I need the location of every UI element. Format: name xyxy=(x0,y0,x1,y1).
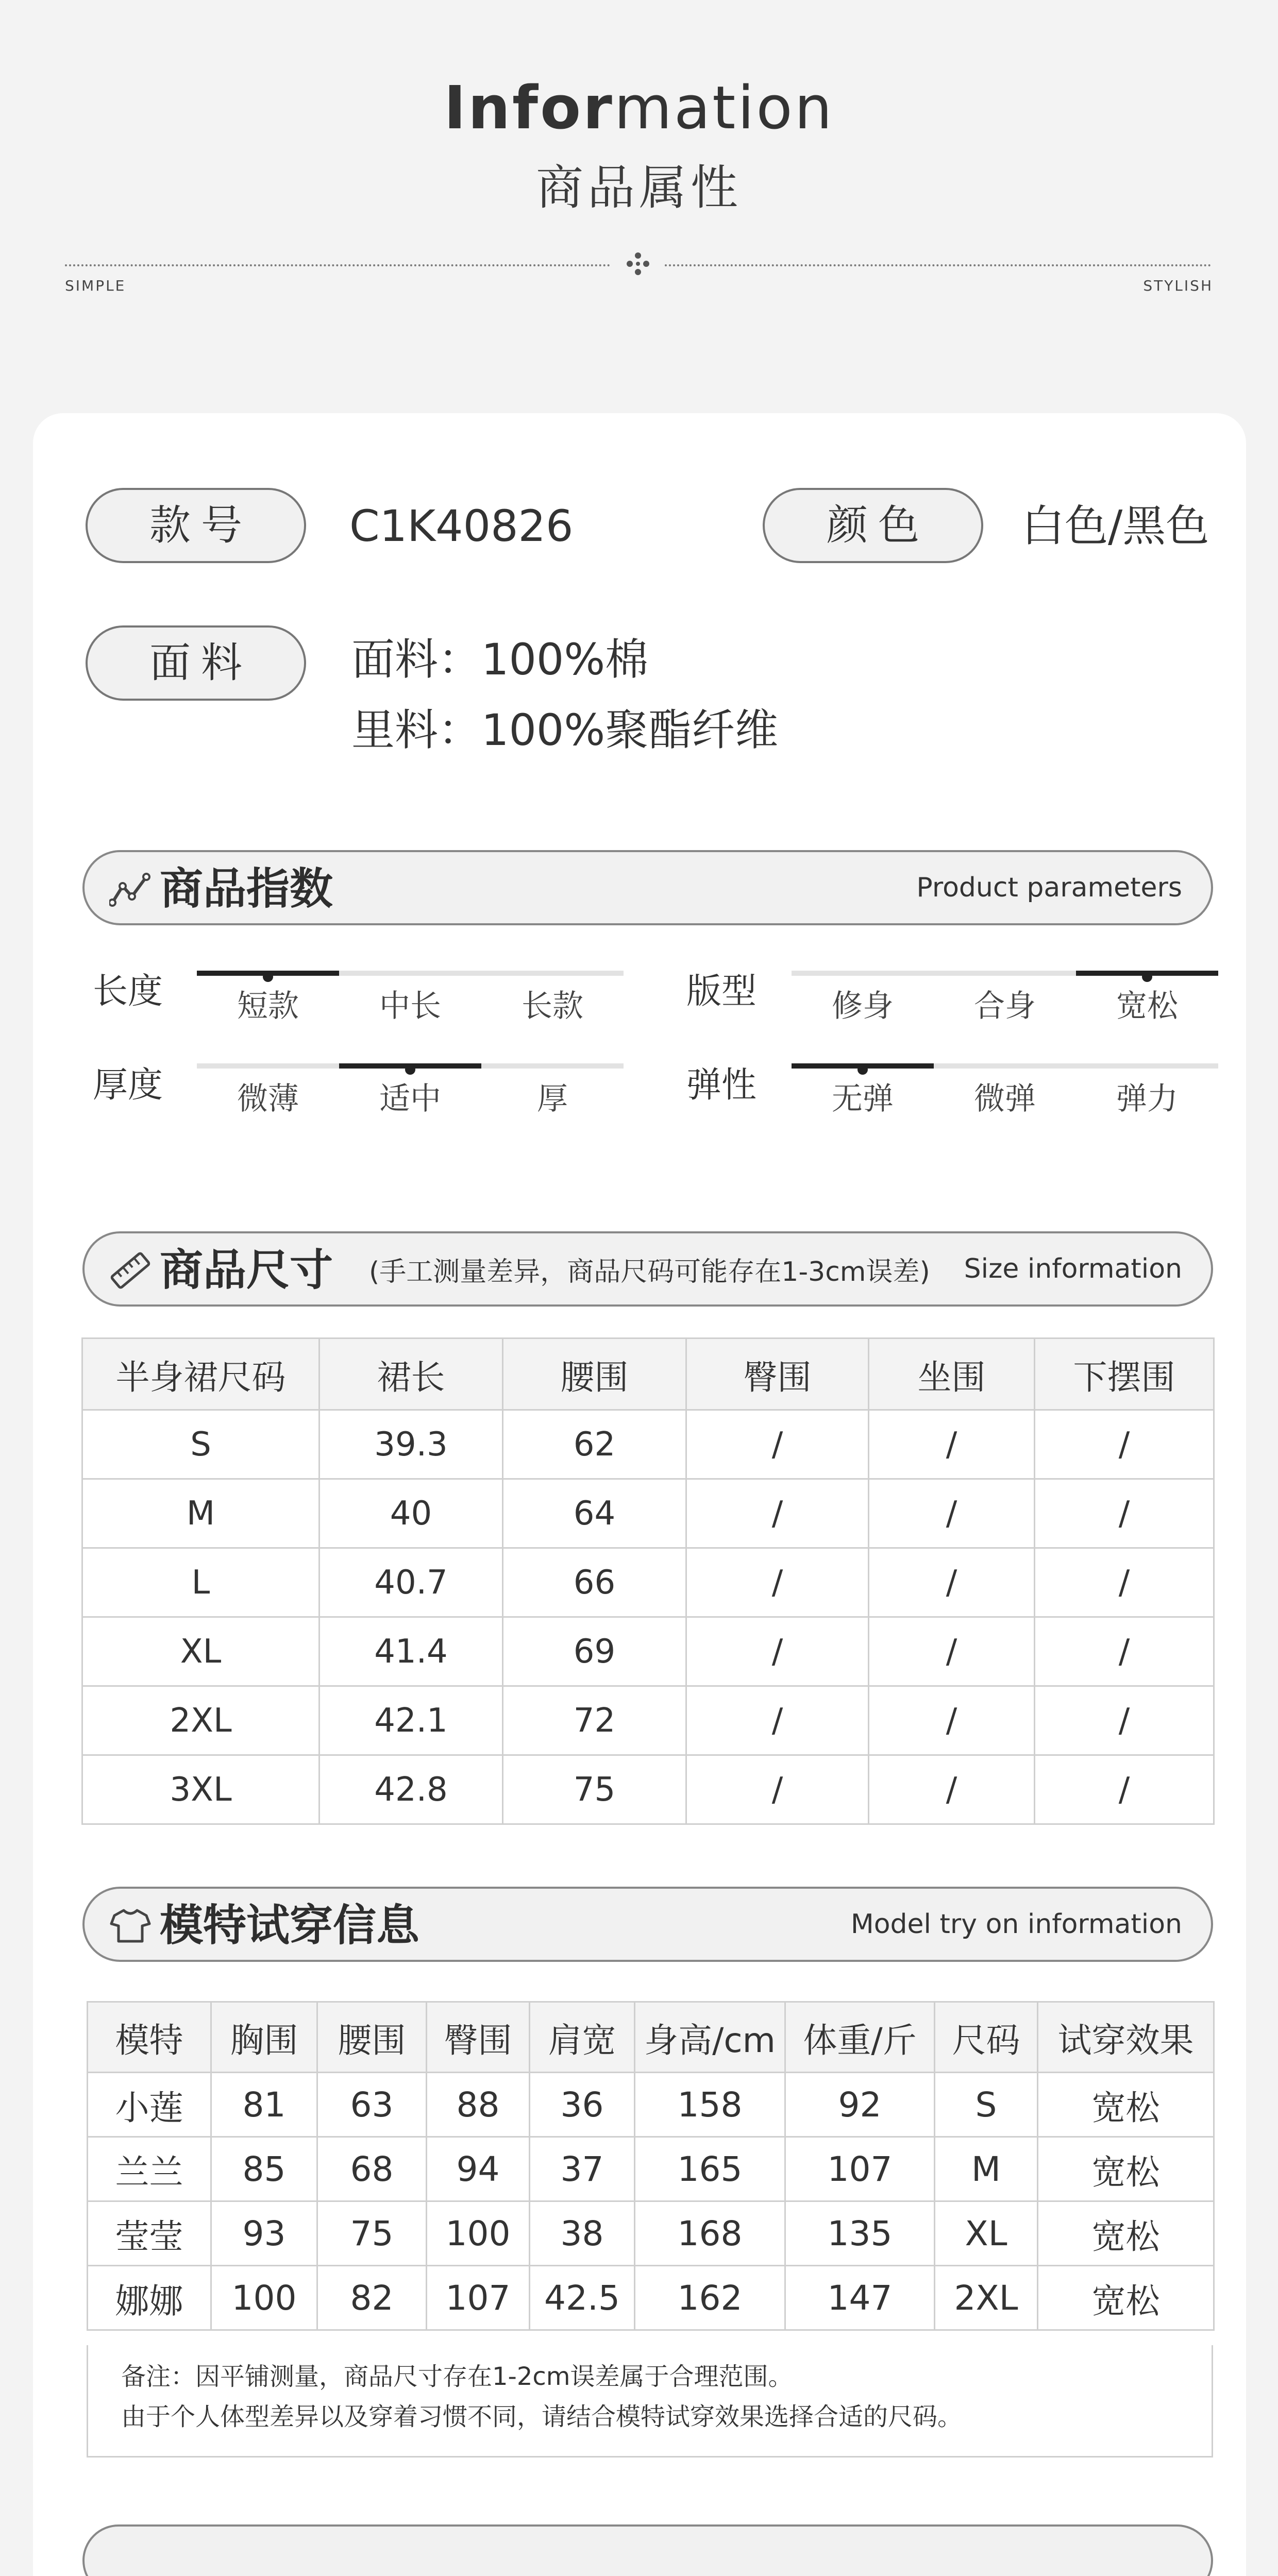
table-cell: 40 xyxy=(320,1479,503,1548)
table-cell: / xyxy=(686,1617,869,1686)
fabric-line-2: 里料：100%聚酯纤维 xyxy=(351,705,779,755)
table-cell: / xyxy=(1035,1755,1214,1824)
fabric-pill: 面料 xyxy=(86,625,306,701)
table-cell: 宽松 xyxy=(1038,2201,1214,2266)
table-header-cell: 体重/斤 xyxy=(785,2002,935,2073)
style-number-pill: 款号 xyxy=(86,488,306,563)
table-row xyxy=(82,1617,1214,1686)
table-cell: 68 xyxy=(317,2137,427,2201)
size-info-title-en: Size information xyxy=(964,1253,1182,1284)
table-cell: / xyxy=(869,1410,1035,1479)
stylish-tag: STYLISH xyxy=(1143,277,1213,294)
table-cell: 69 xyxy=(503,1617,686,1686)
title-en-bold: Infor xyxy=(444,74,614,143)
table-cell: 42.1 xyxy=(320,1686,503,1755)
table-cell: 100 xyxy=(427,2201,530,2266)
ornament-icon xyxy=(625,250,651,277)
table-cell: 38 xyxy=(530,2201,635,2266)
table-cell: 165 xyxy=(635,2137,785,2201)
table-cell: M xyxy=(935,2137,1038,2201)
index-option: 修身 xyxy=(832,988,894,1024)
table-cell: 36 xyxy=(530,2073,635,2137)
index-track-thickness xyxy=(197,1063,624,1069)
table-cell: 85 xyxy=(211,2137,317,2201)
table-header-cell: 尺码 xyxy=(935,2002,1038,2073)
index-option: 宽松 xyxy=(1116,988,1178,1024)
table-cell: 66 xyxy=(503,1548,686,1617)
table-cell: / xyxy=(686,1410,869,1479)
table-header-cell: 臀围 xyxy=(427,2002,530,2073)
index-label-length: 长度 xyxy=(93,971,163,1012)
table-cell: / xyxy=(869,1479,1035,1548)
table-cell: 107 xyxy=(785,2137,935,2201)
table-cell: 39.3 xyxy=(320,1410,503,1479)
table-cell: / xyxy=(1035,1686,1214,1755)
tshirt-icon xyxy=(109,1907,152,1944)
ruler-icon xyxy=(109,1252,152,1289)
table-cell: 兰兰 xyxy=(88,2137,211,2201)
index-option: 厚 xyxy=(537,1081,568,1117)
table-row xyxy=(88,2201,1214,2266)
table-cell: / xyxy=(686,1479,869,1548)
index-selected-dot xyxy=(405,1064,415,1075)
table-row xyxy=(88,2266,1214,2330)
table-cell: 100 xyxy=(211,2266,317,2330)
index-option: 微薄 xyxy=(237,1081,299,1117)
table-cell: 81 xyxy=(211,2073,317,2137)
table-cell: 72 xyxy=(503,1686,686,1755)
table-row xyxy=(82,1548,1214,1617)
table-cell: 75 xyxy=(503,1755,686,1824)
table-row xyxy=(82,1755,1214,1824)
table-cell: / xyxy=(1035,1617,1214,1686)
table-header-row xyxy=(88,2002,1214,2073)
fabric-line-1: 面料：100%棉 xyxy=(351,634,649,685)
table-cell: 莹莹 xyxy=(88,2201,211,2266)
index-option: 微弹 xyxy=(974,1081,1036,1117)
title-en-rest: mation xyxy=(614,74,834,143)
table-cell: / xyxy=(869,1548,1035,1617)
table-cell: 135 xyxy=(785,2201,935,2266)
table-cell: / xyxy=(869,1755,1035,1824)
table-header-cell: 腰围 xyxy=(317,2002,427,2073)
table-header-cell: 半身裙尺码 xyxy=(82,1338,320,1410)
table-cell: 娜娜 xyxy=(88,2266,211,2330)
table-row xyxy=(88,2137,1214,2201)
table-header-cell: 下摆围 xyxy=(1035,1338,1214,1410)
table-cell: S xyxy=(82,1410,320,1479)
table-header-cell: 身高/cm xyxy=(635,2002,785,2073)
size-info-note: (手工测量差异，商品尺码可能存在1-3cm误差) xyxy=(369,1257,930,1287)
table-header-cell: 肩宽 xyxy=(530,2002,635,2073)
index-label-elasticity: 弹性 xyxy=(686,1065,757,1106)
table-cell: 168 xyxy=(635,2201,785,2266)
model-info-title-en: Model try on information xyxy=(850,1909,1182,1940)
color-pill: 颜色 xyxy=(763,488,983,563)
table-cell: XL xyxy=(82,1617,320,1686)
fit-note-line-1: 备注：因平铺测量，商品尺寸存在1-2cm误差属于合理范围。 xyxy=(121,2362,793,2391)
size-info-header xyxy=(82,1231,1213,1307)
table-cell: 41.4 xyxy=(320,1617,503,1686)
table-cell: 2XL xyxy=(935,2266,1038,2330)
table-cell: 宽松 xyxy=(1038,2137,1214,2201)
index-label-thickness: 厚度 xyxy=(93,1065,163,1106)
table-cell: 162 xyxy=(635,2266,785,2330)
table-cell: / xyxy=(869,1686,1035,1755)
index-option: 中长 xyxy=(379,988,441,1024)
table-cell: 64 xyxy=(503,1479,686,1548)
table-cell: L xyxy=(82,1548,320,1617)
dotted-divider-right xyxy=(665,264,1211,266)
table-cell: 75 xyxy=(317,2201,427,2266)
page-title-en xyxy=(0,67,1278,149)
table-cell: M xyxy=(82,1479,320,1548)
size-info-title: 商品尺寸 xyxy=(160,1245,333,1295)
index-label-fit: 版型 xyxy=(686,971,757,1012)
index-option: 适中 xyxy=(379,1081,441,1117)
color-value: 白色/黑色 xyxy=(1021,501,1209,551)
index-track-elasticity xyxy=(792,1063,1218,1069)
table-cell: / xyxy=(1035,1479,1214,1548)
table-cell: 82 xyxy=(317,2266,427,2330)
table-cell: 63 xyxy=(317,2073,427,2137)
product-index-title-en: Product parameters xyxy=(916,872,1182,903)
next-section-header xyxy=(82,2524,1213,2576)
table-header-cell: 裙长 xyxy=(320,1338,503,1410)
table-cell: 158 xyxy=(635,2073,785,2137)
table-cell: XL xyxy=(935,2201,1038,2266)
dotted-divider-left xyxy=(65,264,610,266)
table-header-cell: 腰围 xyxy=(503,1338,686,1410)
index-option: 短款 xyxy=(237,988,299,1024)
table-cell: / xyxy=(869,1617,1035,1686)
table-cell: 宽松 xyxy=(1038,2073,1214,2137)
index-selected-dot xyxy=(263,972,273,982)
index-option: 长款 xyxy=(522,988,583,1024)
table-cell: 92 xyxy=(785,2073,935,2137)
table-header-cell: 模特 xyxy=(88,2002,211,2073)
style-number-value: C1K40826 xyxy=(349,501,574,551)
size-table xyxy=(81,1337,1215,1825)
table-cell: S xyxy=(935,2073,1038,2137)
table-cell: / xyxy=(686,1755,869,1824)
table-header-cell: 坐围 xyxy=(869,1338,1035,1410)
index-track-length xyxy=(197,971,624,976)
fit-note xyxy=(87,2345,1213,2458)
table-header-row xyxy=(82,1338,1214,1410)
index-option: 无弹 xyxy=(832,1081,894,1117)
table-header-cell: 胸围 xyxy=(211,2002,317,2073)
table-cell: / xyxy=(686,1686,869,1755)
table-cell: 62 xyxy=(503,1410,686,1479)
model-info-title: 模特试穿信息 xyxy=(160,1900,420,1951)
table-cell: 宽松 xyxy=(1038,2266,1214,2330)
index-track-fit xyxy=(792,971,1218,976)
product-index-title: 商品指数 xyxy=(160,863,333,914)
table-cell: 40.7 xyxy=(320,1548,503,1617)
model-table xyxy=(87,2001,1215,2331)
index-option: 合身 xyxy=(974,988,1036,1024)
index-selected-dot xyxy=(1142,972,1152,982)
table-cell: 94 xyxy=(427,2137,530,2201)
table-header-cell: 臀围 xyxy=(686,1338,869,1410)
table-cell: 42.5 xyxy=(530,2266,635,2330)
table-cell: 147 xyxy=(785,2266,935,2330)
table-cell: / xyxy=(686,1548,869,1617)
table-cell: / xyxy=(1035,1548,1214,1617)
table-header-cell: 试穿效果 xyxy=(1038,2002,1214,2073)
line-chart-icon xyxy=(109,871,152,908)
product-index-header xyxy=(82,850,1213,925)
table-row xyxy=(82,1686,1214,1755)
simple-tag: SIMPLE xyxy=(65,277,126,294)
table-cell: 37 xyxy=(530,2137,635,2201)
index-option: 弹力 xyxy=(1116,1081,1178,1117)
table-row xyxy=(82,1410,1214,1479)
table-cell: 88 xyxy=(427,2073,530,2137)
table-row xyxy=(88,2073,1214,2137)
model-info-header xyxy=(82,1887,1213,1962)
table-cell: 42.8 xyxy=(320,1755,503,1824)
table-cell: 107 xyxy=(427,2266,530,2330)
table-cell: / xyxy=(1035,1410,1214,1479)
page-title-cn: 商品属性 xyxy=(535,160,742,215)
table-cell: 小莲 xyxy=(88,2073,211,2137)
table-cell: 3XL xyxy=(82,1755,320,1824)
table-row xyxy=(82,1479,1214,1548)
fit-note-line-2: 由于个人体型差异以及穿着习惯不同，请结合模特试穿效果选择合适的尺码。 xyxy=(121,2402,963,2431)
table-cell: 2XL xyxy=(82,1686,320,1755)
index-selected-dot xyxy=(857,1064,868,1075)
table-cell: 93 xyxy=(211,2201,317,2266)
